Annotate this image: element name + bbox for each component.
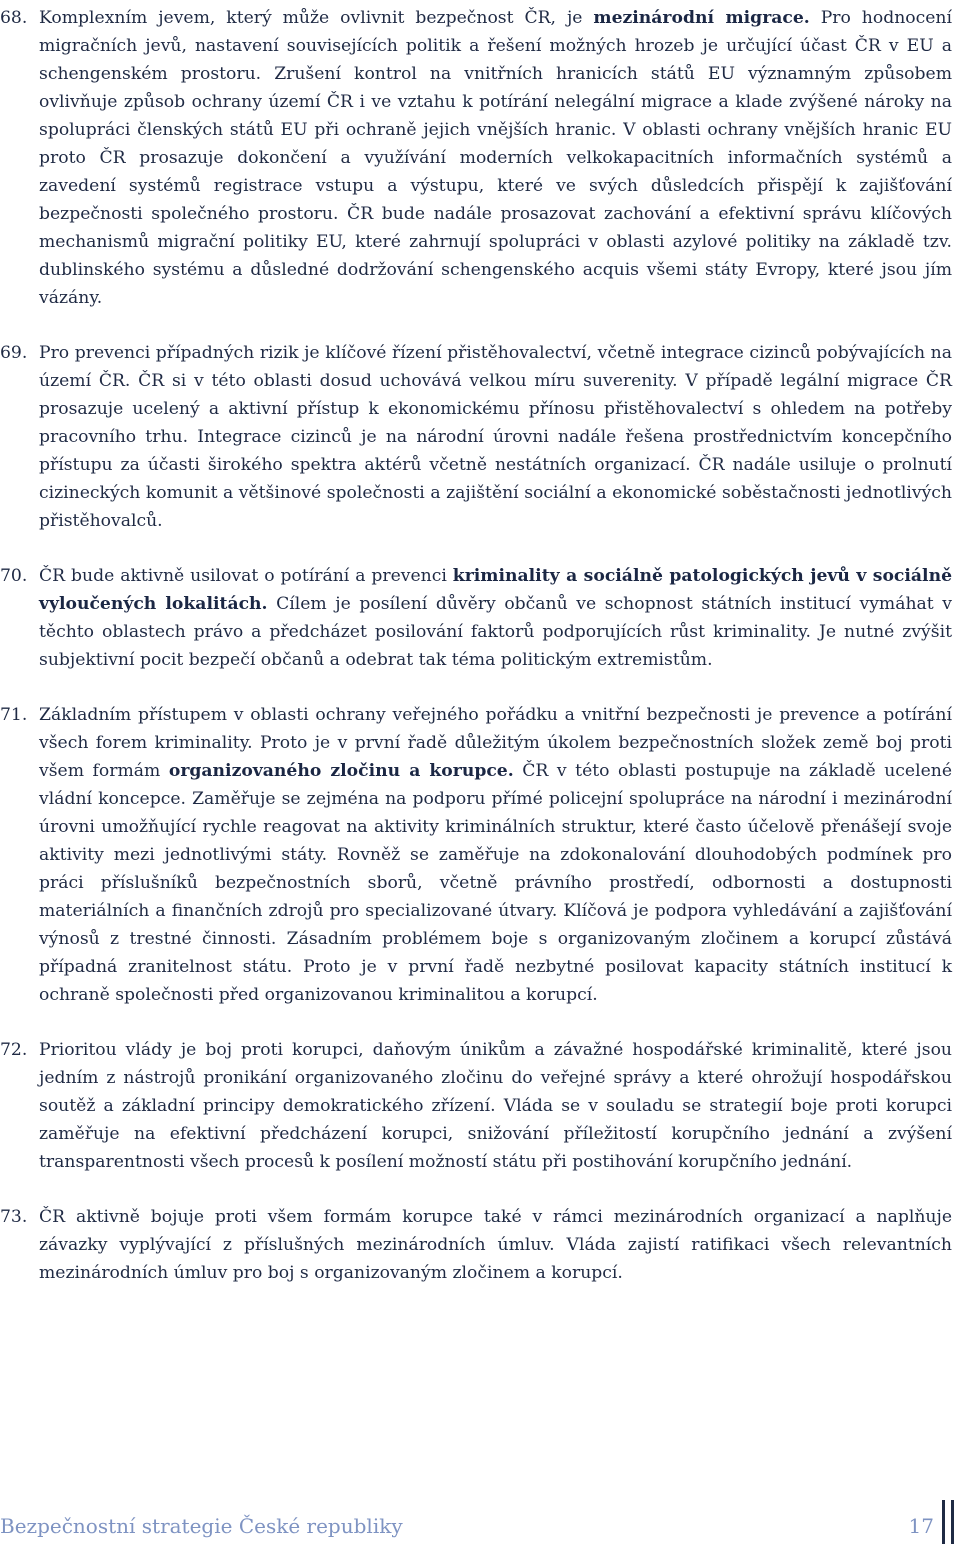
footer-divider-bar	[942, 1500, 945, 1544]
bold-segment: organizovaného zločinu a korupce.	[168, 761, 514, 781]
text-segment: Cílem je posílení důvěry občanů ve schopnost státních institucí vymáhat v těchto oblastech právo a předcházet posilování faktorů podporujících růst kriminality. Je nutné zvýšit subjektivní pocit bezpečí občanů a odebrat tak téma politickým extremistům.	[39, 594, 952, 670]
paragraph-number: 72.	[0, 1040, 28, 1060]
text-segment: ČR aktivně bojuje proti všem formám korupce také v rámci mezinárodních organizací a naplňuje závazky vyplývající z příslušných mezinárodních úmluv. Vláda zajistí ratifikaci všech relevantních mezinárodních úmluv pro boj s organizovaným zločinem a korupcí.	[39, 1207, 952, 1283]
bold-segment: kriminality a sociálně patologických jevů v sociálně vyloučených lokalitách.	[39, 566, 953, 614]
paragraph-number: 71.	[0, 705, 28, 725]
paragraph-73	[0, 1203, 960, 1287]
paragraph-number: 68.	[0, 8, 28, 28]
text-segment: ČR bude aktivně usilovat o potírání a prevenci	[39, 566, 453, 586]
footer-page-number: 17	[908, 1514, 934, 1538]
paragraph-text	[39, 8, 952, 308]
footer-document-title: Bezpečnostní strategie České republiky	[0, 1514, 403, 1538]
paragraph-69	[0, 339, 960, 535]
paragraph-68	[0, 4, 960, 312]
footer-divider-bar	[951, 1500, 954, 1544]
paragraph-72	[0, 1036, 960, 1176]
paragraph-text	[39, 1207, 952, 1283]
text-segment: Pro prevenci případných rizik je klíčové řízení přistěhovalectví, včetně integrace cizinců pobývajících na území ČR. ČR si v této oblasti dosud uchovává velkou míru suverenity. V případě legální migrace ČR prosazuje ucelený a aktivní přístup k ekonomickému přínosu přistěhovalectví s ohledem na potřeby pracovního trhu. Integrace cizinců je na národní úrovni nadále řešena prostřednictvím koncepčního přístupu za účasti širokého spektra aktérů včetně nestátních organizací. ČR nadále usiluje o prolnutí cizineckých komunit a většinové společnosti a zajištění sociální a ekonomické soběstačnosti jednotlivých přistěhovalců.	[39, 343, 952, 531]
paragraph-text	[39, 343, 952, 531]
text-segment: Pro hodnocení migračních jevů, nastavení souvisejících politik a řešení možných hrozeb je určující účast ČR v EU a schengenském prostoru. Zrušení kontrol na vnitřních hranicích států EU významným způsobem ovlivňuje způsob ochrany území ČR i ve vztahu k potírání nelegální migrace a klade zvýšené nároky na spolupráci členských států EU při ochraně jejich vnějších hranic. V oblasti ochrany vnějších hranic EU proto ČR prosazuje dokončení a využívání moderních velkokapacitních informačních systémů a zavedení systémů registrace vstupu a výstupu, které ve svých důsledcích přispějí k zajišťování bezpečnosti společného prostoru. ČR bude nadále prosazovat zachování a efektivní správu klíčových mechanismů migrační politiky EU, které zahrnují spolupráci v oblasti azylové politiky na základě tzv. dublinského systému a důsledné dodržování schengenského acquis všemi státy Evropy, které jsou jím vázány.	[39, 8, 952, 308]
paragraph-71	[0, 701, 960, 1009]
text-segment: Komplexním jevem, který může ovlivnit bezpečnost ČR, je	[39, 8, 594, 28]
paragraph-text	[39, 705, 952, 1005]
paragraph-number: 73.	[0, 1207, 28, 1227]
text-segment: Prioritou vlády je boj proti korupci, daňovým únikům a závažné hospodářské kriminalitě, které jsou jedním z nástrojů pronikání organizovaného zločinu do veřejné správy a které ohrožují hospodářskou soutěž a základní principy demokratického zřízení. Vláda se v souladu se strategií boje proti korupci zaměřuje na efektivní předcházení korupci, snižování příležitostí korupčního jednání a zvýšení transparentnosti všech procesů k posílení možností státu při postihování korupčního jednání.	[39, 1040, 952, 1172]
paragraph-text	[39, 1040, 952, 1172]
paragraph-number: 70.	[0, 566, 28, 586]
text-segment: Základním přístupem v oblasti ochrany veřejného pořádku a vnitřní bezpečnosti je prevence a potírání všech forem kriminality. Proto je v první řadě důležitým úkolem bezpečnostních složek země boj proti všem formám	[39, 705, 952, 781]
text-segment: ČR v této oblasti postupuje na základě ucelené vládní koncepce. Zaměřuje se zejména na podporu přímé policejní spolupráce na národní i mezinárodní úrovni umožňující rychle reagovat na aktivity kriminálních struktur, které často účelově přenášejí svoje aktivity mezi jednotlivými státy. Rovněž se zaměřuje na zdokonalování dlouhodobých podmínek pro práci příslušníků bezpečnostních sborů, včetně právního prostředí, odbornosti a dostupnosti materiálních a finančních zdrojů pro specializované útvary. Klíčová je podpora vyhledávání a zajišťování výnosů z trestné činnosti. Zásadním problémem boje s organizovaným zločinem a korupcí zůstává případná zranitelnost státu. Proto je v první řadě nezbytné posilovat kapacity státních institucí k ochraně společnosti před organizovanou kriminalitou a korupcí.	[39, 761, 953, 1005]
document-body	[0, 4, 960, 1314]
paragraph-text	[39, 566, 952, 670]
paragraph-number: 69.	[0, 343, 28, 363]
bold-segment: mezinárodní migrace.	[593, 8, 810, 28]
paragraph-70	[0, 562, 960, 674]
